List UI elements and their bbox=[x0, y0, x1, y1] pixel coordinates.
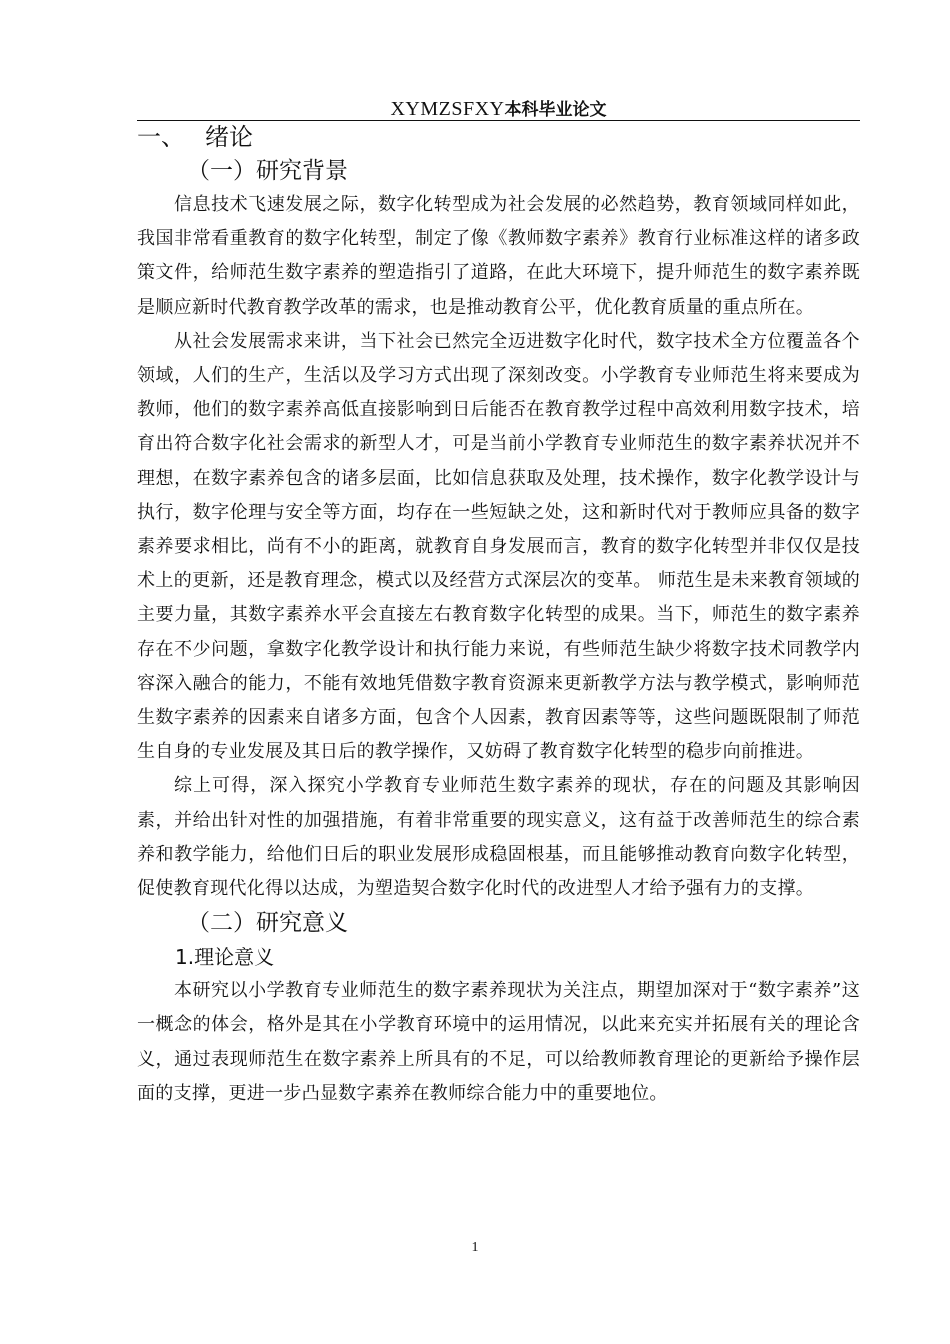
paragraph: 综上可得，深入探究小学教育专业师范生数字素养的现状，存在的问题及其影响因素，并给出针对性的加强措施，有着非常重要的现实意义，这有益于改善师范生的综合素养和教学能力，给他们日后的职业发展形成稳固根基，而且能够推动教育向数字化转型，促使教育现代化得以达成，为塑造契合数字化时代的改进型人才给予强有力的支撑。 bbox=[137, 775, 860, 900]
chapter-heading bbox=[137, 120, 860, 154]
paragraph: 从社会发展需求来讲，当下社会已然完全迈进数字化时代，数字技术全方位覆盖各个领域，人们的生产，生活以及学习方式出现了深刻改变。小学教育专业师范生将来要成为教师，他们的数字素养高低直接影响到日后能否在教育教学过程中高效利用数字技术，培育出符合数字化社会需求的新型人才，可是当前小学教育专业师范生的数字素养状况并不理想，在数字素养包含的诸多层面，比如信息获取及处理，技术操作，数字化教学设计与执行，数字伦理与安全等方面，均存在一些短缺之处，这和新时代对于教师应具备的数字素养要求相比，尚有不小的距离，就教育自身发展而言，教育的数字化转型并非仅仅是技术上的更新，还是教育理念，模式以及经营方式深层次的变革。 师范生是未来教育领域的主要力量，其数字素养水平会直接左右教育数字化转型的成果。当下，师范生的数字素养存在不少问题，拿数字化教学设计和执行能力来说，有些师范生缺少将数字技术同教学内容深入融合的能力，不能有效地凭借数字教育资源来更新教学方法与教学模式，影响师范生数字素养的因素来自诸多方面，包含个人因素，教育因素等等，这些问题既限制了师范生自身的专业发展及其日后的教学操作，又妨碍了教育数字化转型的稳步向前推进。 bbox=[137, 330, 860, 763]
subsection-heading-theory: 1.理论意义 bbox=[175, 945, 275, 970]
page-number: 1 bbox=[471, 1240, 479, 1255]
section-heading-significance: （二）研究意义 bbox=[187, 910, 348, 937]
page-body bbox=[137, 120, 860, 1111]
chapter-title: 绪论 bbox=[205, 123, 253, 151]
paragraph: 信息技术飞速发展之际，数字化转型成为社会发展的必然趋势，教育领域同样如此，我国非常看重教育的数字化转型，制定了像《教师数字素养》教育行业标准这样的诸多政策文件，给师范生数字素养的塑造指引了道路，在此大环境下，提升师范生的数字素养既是顺应新时代教育教学改革的需求，也是推动教育公平，优化教育质量的重点所在。 bbox=[137, 194, 860, 318]
section-heading-background: （一）研究背景 bbox=[187, 158, 348, 184]
paragraph: 本研究以小学教育专业师范生的数字素养现状为关注点，期望加深对于“数字素养”这一概念的体会，格外是其在小学教育环境中的运用情况，以此来充实并拓展有关的理论含义，通过表现师范生在数字素养上所具有的不足，可以给教师教育理论的更新给予操作层面的支撑，更进一步凸显数字素养在教师综合能力中的重要地位。 bbox=[137, 980, 860, 1104]
chapter-number: 一、 bbox=[137, 123, 185, 151]
header-label: 本科毕业论文 bbox=[504, 100, 607, 120]
page-header bbox=[137, 96, 860, 120]
header-code: XYMZSFXY bbox=[390, 98, 505, 120]
